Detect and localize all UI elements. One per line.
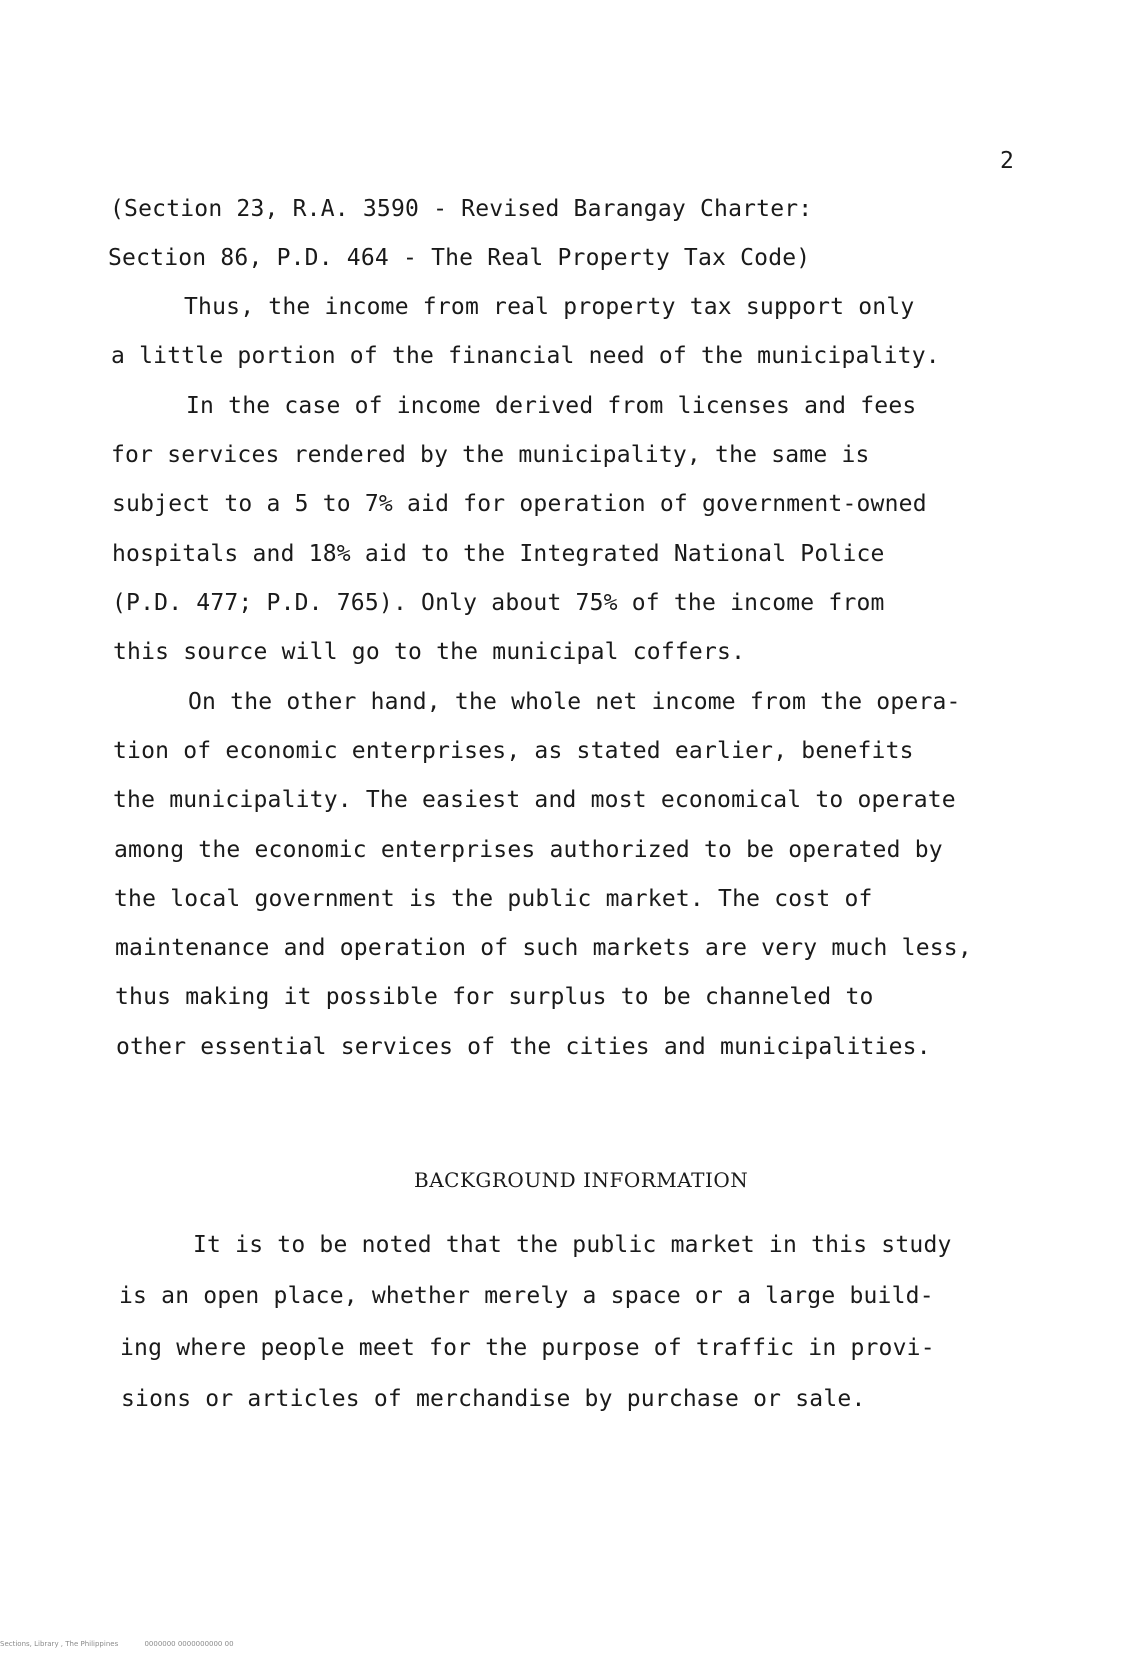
text-line: Thus, the income from real property tax support only — [184, 294, 915, 320]
text-line: On the other hand, the whole net income from the opera- — [188, 689, 961, 715]
text-line: ing where people meet for the purpose of traffic in provi- — [120, 1335, 935, 1361]
text-line: Section 86, P.D. 464 - The Real Property Tax Code) — [108, 245, 811, 271]
text-line: It is to be noted that the public market in this study — [193, 1232, 952, 1258]
page-number: 2 — [1000, 148, 1014, 174]
footer-left-text: Sections, Library , The Philippines — [0, 1640, 119, 1648]
text-line: (P.D. 477; P.D. 765). Only about 75% of the income from — [112, 590, 885, 616]
text-line: maintenance and operation of such markets are very much less, — [115, 935, 972, 961]
text-line: for services rendered by the municipality, the same is — [111, 442, 870, 468]
text-line: this source will go to the municipal coffers. — [113, 639, 746, 665]
text-line: the local government is the public market. The cost of — [114, 886, 873, 912]
scan-footer — [0, 1640, 258, 1648]
text-line: (Section 23, R.A. 3590 - Revised Barangay Charter: — [110, 196, 813, 222]
section-heading: BACKGROUND INFORMATION — [414, 1168, 749, 1192]
text-line: the municipality. The easiest and most economical to operate — [113, 787, 956, 813]
text-line: is an open place, whether merely a space or a large build- — [119, 1283, 934, 1309]
text-line: In the case of income derived from licenses and fees — [186, 393, 917, 419]
text-line: thus making it possible for surplus to be channeled to — [115, 984, 874, 1010]
text-line: subject to a 5 to 7% aid for operation of government-owned — [112, 491, 927, 517]
text-line: tion of economic enterprises, as stated earlier, benefits — [113, 738, 914, 764]
text-line: a little portion of the financial need of the municipality. — [111, 343, 940, 369]
text-line: hospitals and 18% aid to the Integrated National Police — [112, 541, 885, 567]
footer-right-text: 0000000 0000000000 00 — [144, 1640, 234, 1648]
text-line: sions or articles of merchandise by purchase or sale. — [121, 1386, 866, 1412]
text-line: among the economic enterprises authorized to be operated by — [114, 837, 943, 863]
text-line: other essential services of the cities and municipalities. — [116, 1034, 931, 1060]
